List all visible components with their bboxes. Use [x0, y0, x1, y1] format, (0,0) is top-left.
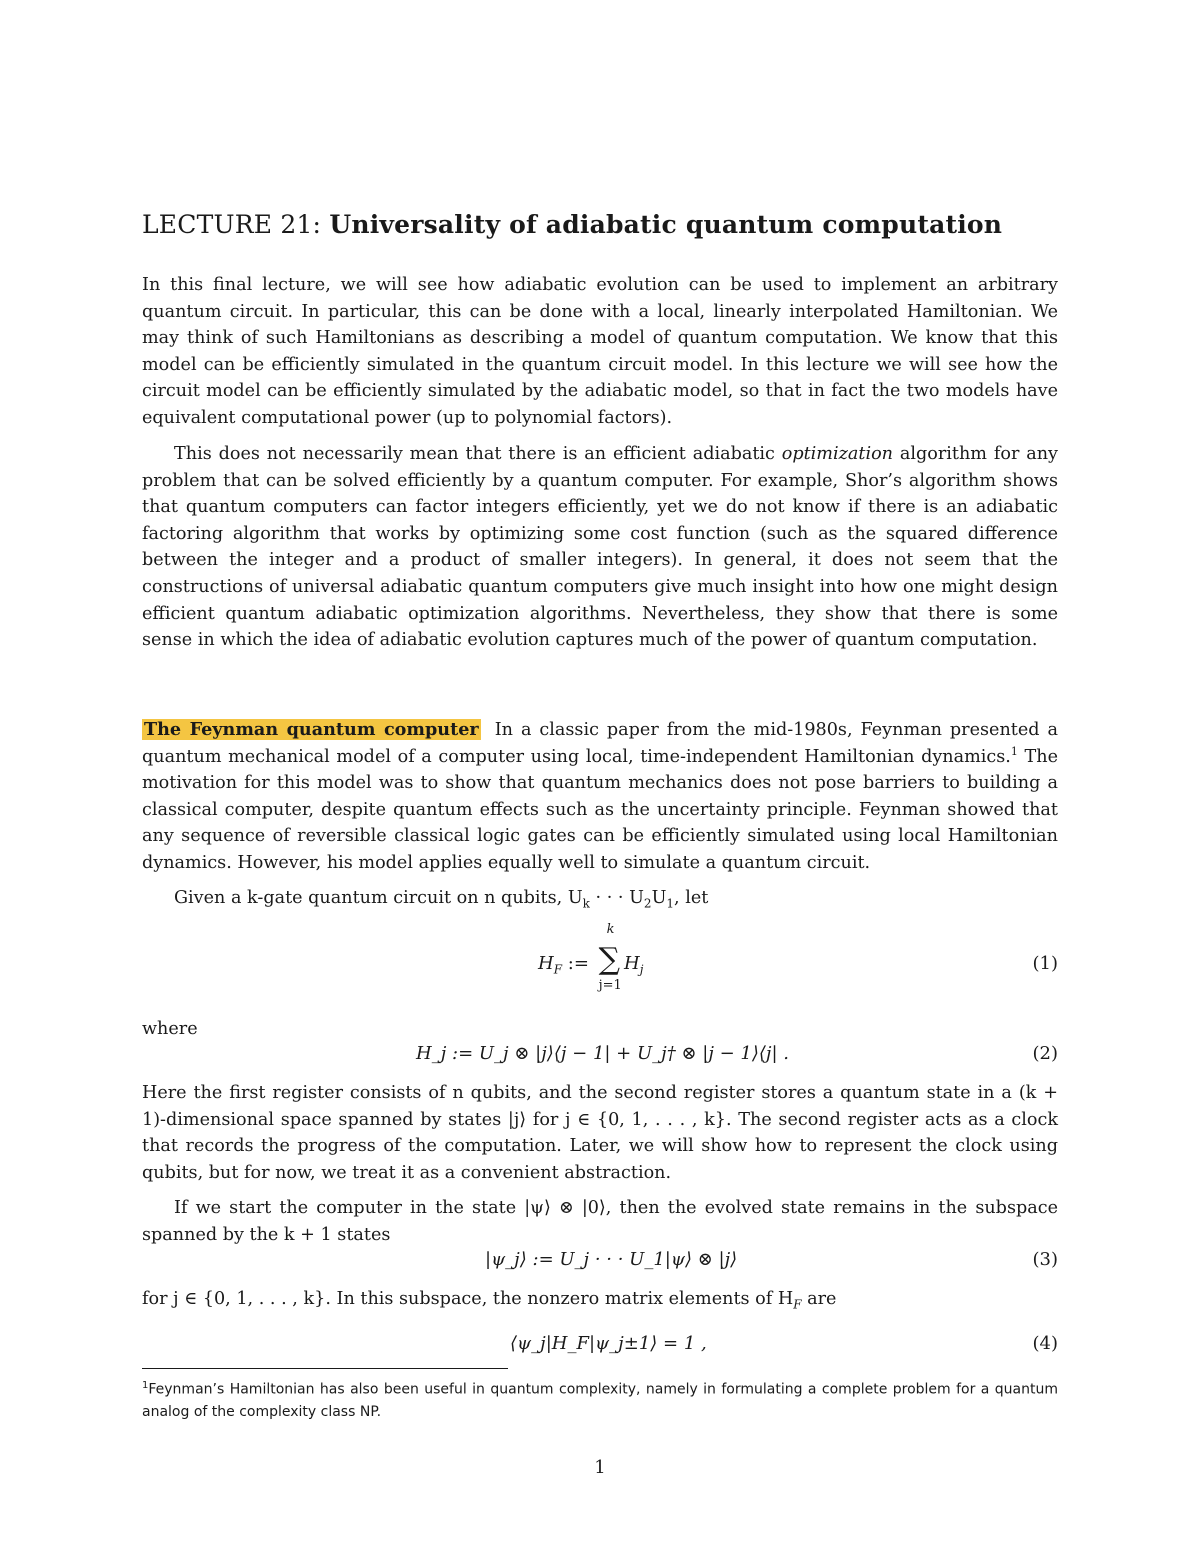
equation-2-number: (2) — [1032, 1043, 1058, 1064]
paragraph-feynman: The Feynman quantum computer In a classic paper from the mid-1980s, Feynman presented a quantum mechanical model of a computer using local, time-independent Hamiltonian dynamics.$^1$ The motivation for this model was to show that quantum mechanics does not pose barriers to building a classical computer, despite quantum effects such as the uncertainty principle. Feynman showed that any sequence of reversible classical logic gates can be efficiently simulated using local Hamiltonian dynamics. However, his model applies equally well to simulate a quantum circuit. — [142, 719, 1058, 873]
equation-3 — [142, 1249, 1058, 1289]
footnote-mark: 1 — [142, 1380, 149, 1391]
equation-4-number: (4) — [1032, 1333, 1058, 1354]
footnote-marker[interactable]: 1 — [1010, 744, 1018, 758]
equation-1 — [142, 922, 1058, 993]
equation-2-body: H_j := U_j ⊗ |j⟩⟨j − 1| + U_j† ⊗ |j − 1⟩⟨j| . — [416, 1043, 790, 1064]
lecture-title-text: Universality of adiabatic quantum computation — [329, 210, 1003, 239]
equation-1-body: $H_F$ := ∑ k j=1 $H_j$ — [538, 922, 644, 993]
lecture-title — [142, 210, 1002, 239]
footnote — [142, 1375, 1058, 1423]
equation-2 — [142, 1043, 1058, 1083]
equation-4-body: ⟨ψ_j|H_F|ψ_j±1⟩ = 1 , — [510, 1333, 707, 1354]
paragraph-registers: Here the first register consists of n qubits, and the second register stores a quantum state in a (k + 1)-dimensional space spanned by states |j⟩ for j ∈ {0, 1, . . . , k}. The second register acts as a clock that records the progress of the computation. Later, we will show how to represent the clock using qubits, but for now, we treat it as a convenient abstraction. — [142, 1083, 1058, 1183]
footnote-text: Feynman’s Hamiltonian has also been useful in quantum complexity, namely in formulating a complete problem for a quantum analog of the complexity class NP. — [142, 1381, 1058, 1420]
footnote-rule — [142, 1368, 508, 1369]
equation-3-number: (3) — [1032, 1249, 1058, 1270]
section-heading-feynman: The Feynman quantum computer — [144, 719, 479, 740]
emphasis-optimization: optimization — [781, 444, 893, 464]
paragraph-given: Given a k-gate quantum circuit on n qubits, $U_k$ · · · $U_2U_1$, let — [174, 888, 709, 911]
summation-symbol: ∑ k j=1 — [598, 922, 622, 993]
paragraph-optimization: This does not necessarily mean that there is an efficient adiabatic optimization algorithm for any problem that can be solved efficiently by a quantum computer. For example, Shor’s algorithm shows that quantum computers can factor integers efficiently, yet we do not know if there is an adiabatic factoring algorithm that works by optimizing some cost function (such as the squared difference between the integer and a product of smaller integers). In general, it does not seem that the constructions of universal adiabatic quantum computers give much insight into how one might design efficient quantum adiabatic optimization algorithms. Nevertheless, they show that there is some sense in which the idea of adiabatic evolution captures much of the power of quantum computation. — [142, 444, 1058, 651]
where-label: where — [142, 1019, 198, 1039]
equation-3-body: |ψ_j⟩ := U_j · · · U_1|ψ⟩ ⊗ |j⟩ — [485, 1249, 738, 1270]
lecture-number: LECTURE 21: — [142, 210, 322, 239]
paragraph-matrix-elements: for j ∈ {0, 1, . . . , k}. In this subspace, the nonzero matrix elements of $H_F$ are — [142, 1289, 837, 1312]
paragraph-intro: In this final lecture, we will see how adiabatic evolution can be used to implement an arbitrary quantum circuit. In particular, this can be done with a local, linearly interpolated Hamiltonian. We may think of such Hamiltonians as describing a model of quantum computation. We know that this model can be efficiently simulated in the quantum circuit model. In this lecture we will see how the circuit model can be efficiently simulated by the adiabatic model, so that in fact the two models have equivalent computational power (up to polynomial factors). — [142, 275, 1058, 428]
paragraph-subspace: If we start the computer in the state |ψ⟩ ⊗ |0⟩, then the evolved state remains in the subspace spanned by the k + 1 states — [142, 1198, 1058, 1245]
equation-4 — [142, 1333, 1058, 1373]
page-number: 1 — [594, 1457, 606, 1478]
equation-1-number: (1) — [1032, 953, 1058, 974]
